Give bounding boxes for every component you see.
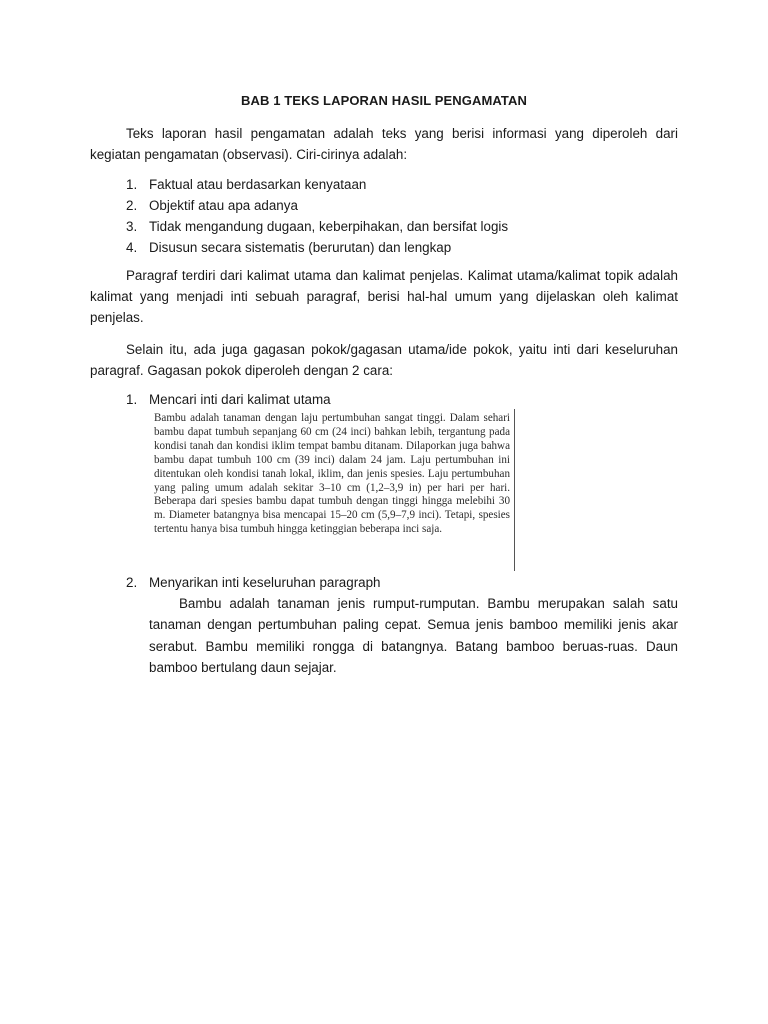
list-text: Objektif atau apa adanya	[149, 198, 298, 213]
list-text: Faktual atau berdasarkan kenyataan	[149, 177, 367, 192]
list-number: 1.	[126, 392, 138, 407]
list-number: 2.	[126, 575, 138, 590]
list-number: 4.	[126, 240, 138, 255]
list-number: 1.	[126, 177, 138, 192]
main-idea-intro: Selain itu, ada juga gagasan pokok/gagasan utama/ide pokok, yaitu inti dari keseluruhan paragraf. Gagasan pokok diperoleh dengan 2 cara:	[90, 342, 678, 378]
list-text: Mencari inti dari kalimat utama	[149, 392, 331, 407]
list-item	[126, 237, 508, 258]
example-excerpt-image: Bambu adalah tanaman dengan laju pertumbuhan sangat tinggi. Dalam sehari bambu dapat tumbuh sepanjang 60 cm (24 inci) bahkan lebih, tergantung pada kondisi tanah dan kondisi iklim tempat bambu ditanam. Dilaporkan juga bahwa bambu dapat tumbuh 100 cm (39 inci) dalam 24 jam. Laju pertumbuhan ini ditentukan oleh kondisi tanah lokal, iklim, dan jenis spesies. Laju pertumbuhan yang paling umum adalah sekitar 3–10 cm (1,2–3,9 in) per hari per hari. Beberapa dari spesies bambu dapat tumbuh dengan tinggi hingga melebihi 30 m. Diameter batangnya bisa mencapai 15–20 cm (5,9–7,9 inci). Tetapi, spesies tertentu hanya bisa tumbuh hingga ketinggian beberapa inci saja.	[150, 409, 515, 571]
document-title: BAB 1 TEKS LAPORAN HASIL PENGAMATAN	[241, 93, 527, 108]
list-text: Menyarikan inti keseluruhan paragraph	[149, 575, 381, 590]
summary-paragraph: Bambu adalah tanaman jenis rumput-rumputan. Bambu merupakan salah satu tanaman dengan pertumbuhan paling cepat. Semua jenis bamboo memiliki jenis akar serabut. Bambu memiliki rongga di batangnya. Batang bamboo beruas-ruas. Daun bamboo bertulang daun sejajar.	[149, 596, 678, 675]
list-item	[126, 195, 508, 216]
list-item	[126, 216, 508, 237]
intro-paragraph: Teks laporan hasil pengamatan adalah teks yang berisi informasi yang diperoleh dari kegiatan pengamatan (observasi). Ciri-cirinya adalah:	[90, 126, 678, 162]
list-item	[126, 174, 508, 195]
list-number: 3.	[126, 219, 138, 234]
characteristics-list	[126, 174, 508, 258]
list-text: Tidak mengandung dugaan, keberpihakan, dan bersifat logis	[149, 219, 509, 234]
paragraph-definition: Paragraf terdiri dari kalimat utama dan kalimat penjelas. Kalimat utama/kalimat topik adalah kalimat yang menjadi inti sebuah paragraf, berisi hal-hal umum yang dijelaskan oleh kalimat penjelas.	[90, 268, 678, 325]
list-number: 2.	[126, 198, 138, 213]
list-text: Disusun secara sistematis (berurutan) dan lengkap	[149, 240, 452, 255]
